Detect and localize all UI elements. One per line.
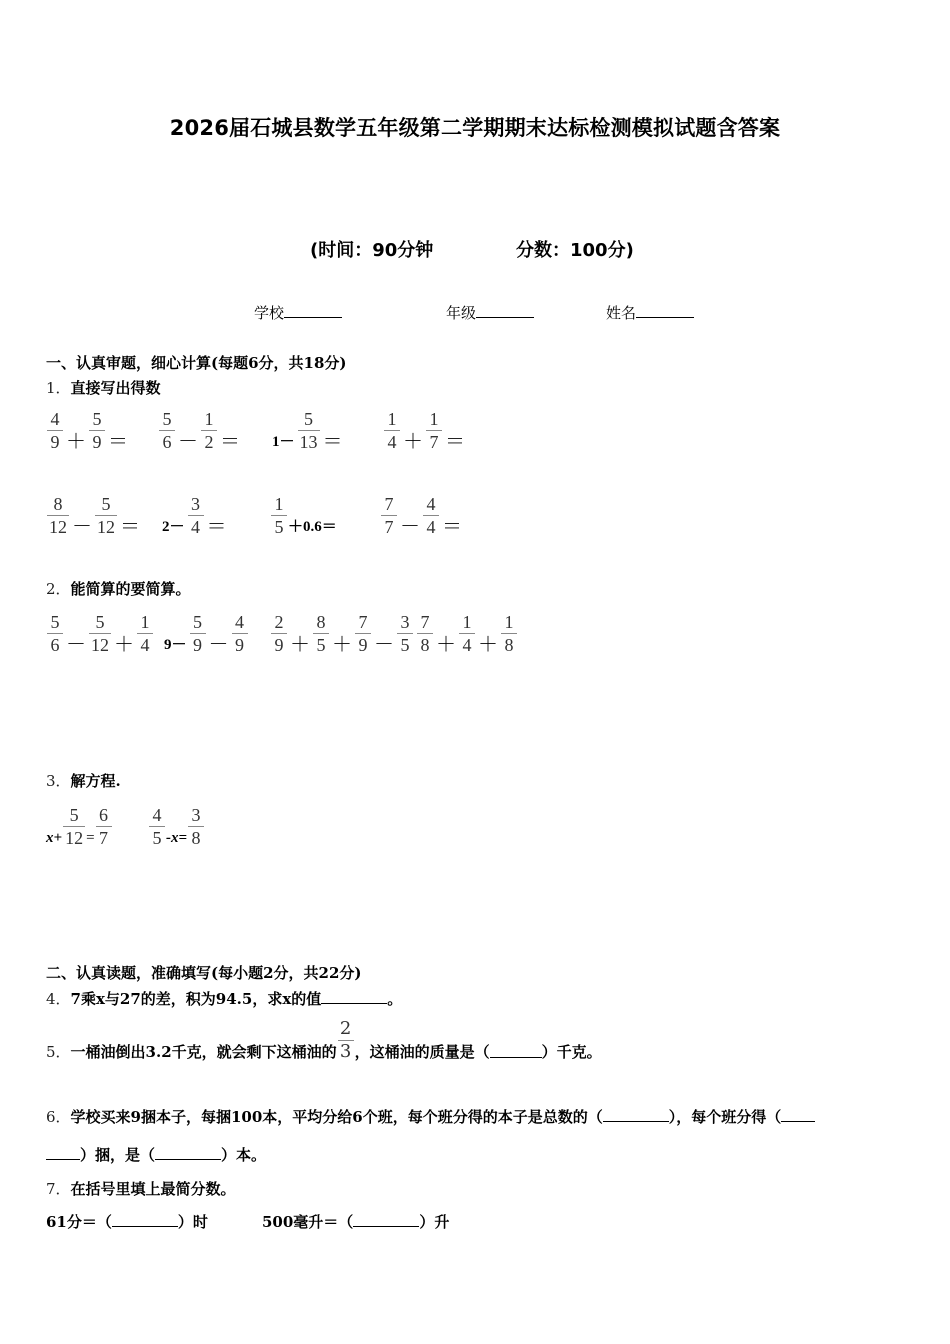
fraction [188, 493, 204, 538]
numerator: 8 [53, 494, 63, 514]
numerator: 1 [504, 612, 514, 632]
denominator: 5 [271, 515, 287, 538]
denominator: 4 [423, 515, 439, 538]
question-text-3: ）捆，是（ [80, 1146, 156, 1164]
question-3 [46, 770, 121, 791]
question-5 [46, 1018, 602, 1063]
denominator: 2 [201, 430, 217, 453]
part-a-end: ）时 [177, 1213, 208, 1231]
answer-blank [490, 1043, 542, 1058]
question-number: 4． [46, 990, 71, 1008]
numerator: 1 [429, 409, 439, 429]
question-text: 解方程. [70, 772, 121, 790]
fraction [417, 611, 433, 656]
question-4 [46, 988, 402, 1009]
section1-heading: 一、认真审题，细心计算(每题6分，共18分) [46, 354, 347, 372]
fraction [298, 408, 320, 453]
numerator: 5 [95, 612, 105, 632]
page-title: 2026届石城县数学五年级第二学期期末达标检测模拟试题含答案 [169, 116, 781, 140]
numerator: 3 [191, 494, 201, 514]
question-2 [46, 578, 191, 599]
q3-equation-1 [46, 804, 113, 849]
denominator: 5 [313, 633, 329, 656]
fraction [232, 611, 248, 656]
operator: ＋ [436, 634, 456, 656]
name-blank [636, 303, 694, 318]
question-7 [46, 1178, 236, 1199]
q1-expr-6 [162, 493, 229, 538]
question-text: 能简算的要简算。 [70, 580, 191, 598]
answer-blank-b [353, 1212, 419, 1227]
numerator: 1 [274, 494, 284, 514]
exam-time: (时间：90分钟 [310, 240, 434, 261]
fraction [338, 1018, 354, 1063]
fraction [384, 408, 400, 453]
question-6 [46, 1106, 815, 1127]
term: 1－ [272, 434, 295, 450]
question-number: 1． [46, 379, 71, 397]
name-label: 姓名 [606, 304, 637, 322]
term: = [86, 830, 95, 846]
numerator: 5 [69, 805, 79, 825]
fraction [95, 493, 117, 538]
fraction [96, 804, 112, 849]
question-text: 在括号里填上最简分数。 [70, 1180, 236, 1198]
fraction [190, 611, 206, 656]
answer-blank-1 [603, 1107, 669, 1122]
denominator: 12 [97, 517, 115, 537]
answer-blank [321, 989, 387, 1004]
answer-blank-3 [155, 1145, 221, 1160]
question-7-part-a [46, 1211, 208, 1232]
numerator: 2 [274, 612, 284, 632]
numerator: 6 [99, 805, 109, 825]
exam-score: 分数：100分) [516, 240, 634, 261]
denominator: 13 [299, 432, 318, 452]
q1-expr-5 [46, 493, 142, 538]
numerator: 1 [387, 409, 397, 429]
denominator: 4 [459, 633, 475, 656]
part-b-text: 500毫升＝（ [262, 1213, 354, 1231]
operator: － [400, 516, 420, 538]
operator: － [178, 431, 198, 453]
numerator: 7 [420, 612, 430, 632]
section2-heading: 二、认真读题，准确填写(每小题2分，共22分) [46, 964, 362, 982]
question-number: 2． [46, 580, 71, 598]
term: 2－ [162, 519, 185, 535]
question-end: 。 [387, 990, 403, 1008]
operator: ＝ [322, 431, 343, 453]
numerator: 8 [316, 612, 326, 632]
grade-label: 年级 [446, 304, 477, 322]
denominator: 9 [89, 430, 105, 453]
school-label: 学校 [254, 304, 285, 322]
fraction [381, 493, 397, 538]
fraction [426, 408, 442, 453]
q1-expr-3 [272, 408, 345, 453]
operator: ＋ [478, 634, 498, 656]
denominator: 8 [417, 633, 433, 656]
denominator: 4 [188, 515, 204, 538]
numerator: 1 [204, 409, 214, 429]
fraction [355, 611, 371, 656]
numerator: 1 [462, 612, 472, 632]
question-number: 5． [46, 1043, 71, 1061]
term: -x= [166, 830, 188, 846]
operator: － [66, 634, 86, 656]
fraction [397, 611, 413, 656]
denominator: 9 [190, 633, 206, 656]
numerator: 3 [191, 805, 201, 825]
operator: ＝ [220, 431, 240, 453]
numerator: 7 [384, 494, 394, 514]
denominator: 12 [49, 517, 67, 537]
denominator: 5 [397, 633, 413, 656]
q1-expr-7 [270, 493, 339, 538]
fraction [47, 611, 63, 656]
numerator: 1 [140, 612, 150, 632]
term: ＋0.6＝ [288, 519, 337, 535]
operator: － [374, 634, 394, 656]
question-text-3: ）千克。 [541, 1043, 602, 1061]
numerator: 3 [400, 612, 410, 632]
question-number: 3． [46, 772, 71, 790]
q2-expr-2 [164, 611, 249, 656]
denominator: 8 [188, 826, 204, 849]
numerator: 5 [92, 409, 102, 429]
operator: － [208, 634, 229, 656]
numerator: 4 [50, 409, 60, 429]
fraction [149, 804, 165, 849]
denominator: 9 [355, 633, 371, 656]
numerator: 5 [162, 409, 172, 429]
fraction [89, 611, 111, 656]
operator: ＋ [290, 634, 310, 656]
numerator: 4 [235, 612, 245, 632]
question-7-part-b [262, 1211, 449, 1232]
q1-expr-4 [383, 408, 467, 453]
question-text: 直接写出得数 [70, 379, 161, 397]
denominator: 3 [338, 1040, 354, 1063]
operator: ＋ [403, 431, 423, 453]
denominator: 9 [232, 633, 248, 656]
operator: ＋ [114, 634, 134, 656]
numerator: 2 [339, 1018, 352, 1039]
fraction [459, 611, 475, 656]
term: 9－ [164, 637, 187, 653]
operator: ＝ [206, 516, 227, 538]
operator: ＝ [445, 431, 465, 453]
part-b-end: ）升 [419, 1213, 450, 1231]
denominator: 9 [271, 633, 287, 656]
fraction [201, 408, 217, 453]
question-text: 学校买来9捆本子，每捆100本，平均分给6个班，每个班分得的本子是总数的（ [70, 1108, 603, 1126]
denominator: 7 [96, 826, 112, 849]
operator: ＝ [108, 431, 128, 453]
denominator: 7 [426, 430, 442, 453]
numerator: 5 [101, 494, 111, 514]
grade-field [446, 302, 534, 323]
operator: ＋ [66, 431, 86, 453]
fraction [63, 804, 85, 849]
denominator: 8 [501, 633, 517, 656]
q3-equation-2 [148, 804, 205, 849]
operator: ＝ [442, 516, 462, 538]
fraction [47, 408, 63, 453]
denominator: 4 [384, 430, 400, 453]
denominator: 12 [65, 828, 84, 848]
school-field [254, 302, 342, 323]
question-6-continued [46, 1144, 266, 1165]
fraction [423, 493, 439, 538]
fraction [313, 611, 329, 656]
q1-expr-2 [158, 408, 242, 453]
school-blank [284, 303, 342, 318]
fraction [47, 493, 69, 538]
fraction [188, 804, 204, 849]
denominator: 4 [137, 633, 153, 656]
fraction [271, 611, 287, 656]
numerator: 4 [152, 805, 162, 825]
operator: ＝ [120, 516, 140, 538]
q1-expr-8 [380, 493, 464, 538]
fraction [89, 408, 105, 453]
fraction [159, 408, 175, 453]
question-number: 6． [46, 1108, 71, 1126]
numerator: 5 [193, 612, 203, 632]
question-number: 7． [46, 1180, 71, 1198]
answer-blank-a [112, 1212, 178, 1227]
denominator: 9 [47, 430, 63, 453]
operator: ＋ [332, 634, 352, 656]
denominator: 6 [159, 430, 175, 453]
q2-expr-3 [270, 611, 414, 656]
question-text: 7乘x与27的差，积为94.5，求x的值 [70, 990, 322, 1008]
answer-blank-2b [46, 1145, 80, 1160]
answer-blank-2a [781, 1107, 815, 1122]
name-field [606, 302, 694, 323]
grade-blank [476, 303, 534, 318]
part-a-text: 61分＝（ [46, 1213, 112, 1231]
fraction [501, 611, 517, 656]
question-1 [46, 377, 161, 398]
numerator: 5 [304, 409, 314, 429]
fraction [137, 611, 153, 656]
numerator: 4 [426, 494, 436, 514]
q2-expr-1 [46, 611, 154, 656]
question-text-2: ，这桶油的质量是（ [354, 1043, 490, 1061]
numerator: 5 [50, 612, 60, 632]
question-text: 一桶油倒出3.2千克，就会剩下这桶油的 [70, 1043, 337, 1061]
q1-expr-1 [46, 408, 130, 453]
denominator: 5 [149, 826, 165, 849]
denominator: 6 [47, 633, 63, 656]
q2-expr-4 [416, 611, 518, 656]
operator: － [72, 516, 92, 538]
fraction [271, 493, 287, 538]
numerator: 7 [358, 612, 368, 632]
denominator: 7 [381, 515, 397, 538]
question-text-2: ），每个班分得（ [668, 1108, 782, 1126]
term: x+ [46, 830, 63, 846]
question-text-4: ）本。 [221, 1146, 267, 1164]
denominator: 12 [91, 635, 109, 655]
